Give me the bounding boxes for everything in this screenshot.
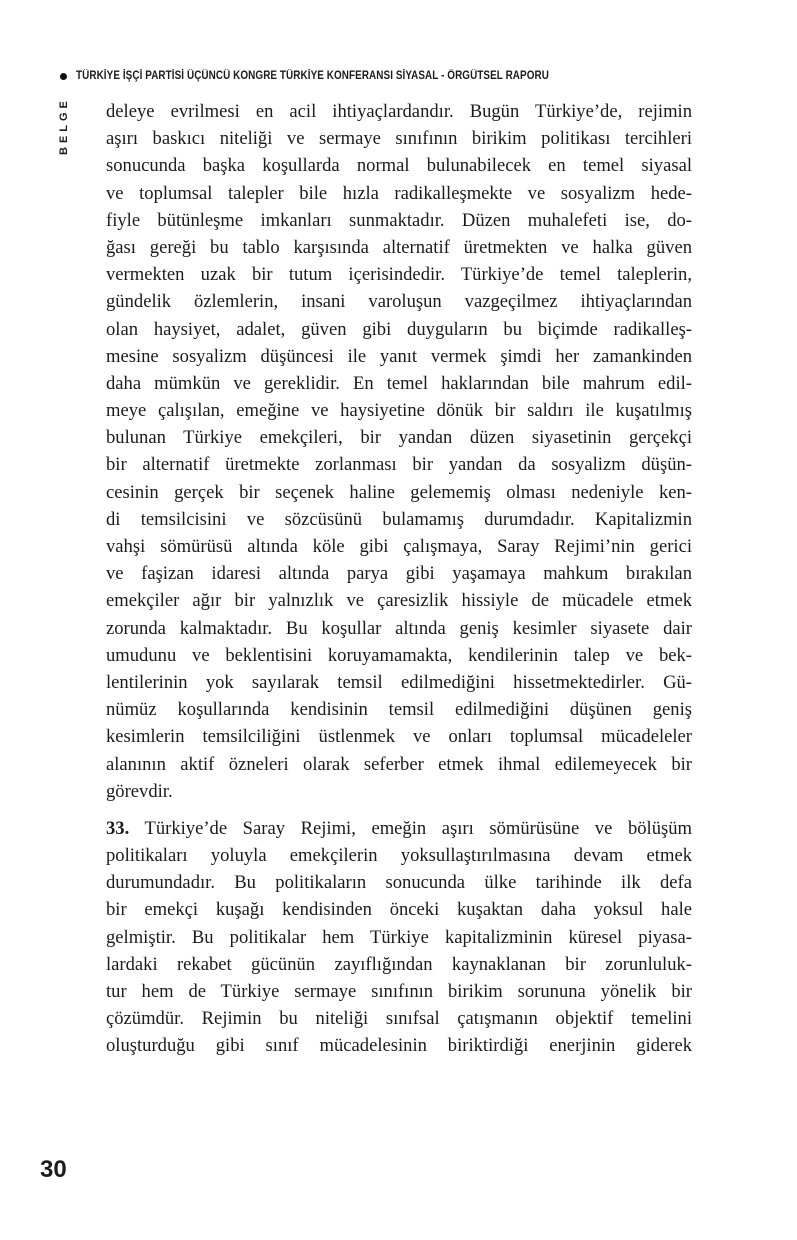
text-line: ğası gereği bu tablo karşısında alternatif üretmekten ve halka güven [106,236,692,258]
text-line: lentilerinin yok sayılarak temsil edilmediğini hissetmektedirler. Gü- [106,671,692,693]
text-line: di temsilcisini ve sözcüsünü bulamamış durumdadır. Kapitalizmin [106,508,692,530]
text-line: bir emekçi kuşağı kendisinden önceki kuşaktan daha yoksul hale [106,899,692,921]
text-line: ve faşizan idaresi altında parya gibi yaşamaya mahkum bırakılan [106,563,692,585]
running-header [60,66,700,86]
section-side-label: BELGE [58,97,70,155]
text-line: cesinin gerçek bir seçenek haline gelememiş olması nedeniyle ken- [106,481,692,503]
text-line: lardaki rekabet gücünün zayıflığından kaynaklanan bir zorunluluk- [106,953,692,975]
text-line: ve toplumsal talepler bile hızla radikalleşmekte ve sosyalizm hede- [106,182,692,204]
page-number: 30 [40,1156,67,1183]
text-line: tur hem de Türkiye sermaye sınıfının birikim sorununa yönelik bir [106,981,692,1002]
text-line: kesimlerin temsilciliğini üstlenmek ve onları toplumsal mücadeleler [106,726,692,748]
text-line: zorunda kalmaktadır. Bu koşullar altında geniş kesimler siyasete dair [106,617,692,639]
text-line: emekçiler ağır bir yalnızlık ve çaresizlik hissiyle de mücadele etmek [106,590,692,612]
text-line: durumundadır. Bu politikaların sonucunda ülke tarihinde ilk defa [106,872,692,894]
text-line: meye çalışılan, emeğine ve haysiyetine dönük bir saldırı ile kuşatılmış [106,400,692,422]
paragraph-33-first-line [106,815,692,842]
text-line: vermekten uzak bir tutum içerisindedir. Türkiye’de temel taleplerin, [106,264,692,286]
text-line: görevdir. [106,780,173,802]
paragraph-33-first-line-text: Türkiye’de Saray Rejimi, emeğin aşırı sömürüsüne ve bölüşüm [129,817,692,839]
text-line: oluşturduğu gibi sınıf mücadelesinin biriktirdiği enerjinin giderek [106,1035,692,1057]
paragraph-1 [106,98,692,805]
paragraph-number: 33. [106,817,130,839]
text-line: mesine sosyalizm düşüncesi ile yanıt vermek şimdi her zamankinden [106,345,692,367]
text-line: çözümdür. Rejimin bu niteliği sınıfsal çatışmanın objektif temelini [106,1008,692,1030]
text-line: deleye evrilmesi en acil ihtiyaçlardandır. Bugün Türkiye’de, rejimin [106,101,692,122]
running-header-title: TÜRKİYE İŞÇİ PARTİSİ ÜÇÜNCÜ KONGRE TÜRKİYE KONFERANSI SİYASAL - ÖRGÜTSEL RAPORU [76,70,549,82]
text-line: politikaları yoluyla emekçilerin yoksullaştırılmasına devam etmek [106,845,692,867]
text-line: alanının aktif özneleri olarak seferber etmek ihmal edilemeyecek bir [106,753,692,775]
text-line: nümüz koşullarında kendisinin temsil edilmediğini düşünen geniş [106,699,692,721]
text-line: sonucunda başka koşullarda normal bulunabilecek en temel siyasal [106,155,692,177]
text-line: gelmiştir. Bu politikalar hem Türkiye kapitalizminin küresel piyasa- [106,926,692,948]
text-line: aşırı baskıcı niteliği ve sermaye sınıfının birikim politikası tercihleri [106,128,692,150]
bullet-icon [60,73,67,80]
text-line: olan haysiyet, adalet, güven gibi duyguların bu biçimde radikalleş- [106,318,692,340]
text-line: bulunan Türkiye emekçileri, bir yandan düzen siyasetinin gerçekçi [106,427,692,449]
text-line: gündelik özlemlerin, insani varoluşun vazgeçilmez ihtiyaçlarından [106,291,692,313]
text-line: umudunu ve beklentisini koruyamamakta, kendilerinin talep ve bek- [106,644,692,666]
text-line: vahşi sömürüsü altında köle gibi çalışmaya, Saray Rejimi’nin gerici [106,536,692,557]
body-text [106,98,692,1060]
paragraph-33 [106,815,692,1060]
text-line: bir alternatif üretmekte zorlanması bir yandan da sosyalizm düşün- [106,454,692,476]
text-line: daha mümkün ve gereklidir. En temel haklarından bile mahrum edil- [106,372,692,394]
text-line: fiyle bütünleşme imkanları sunmaktadır. Düzen muhalefeti ise, do- [106,209,692,231]
